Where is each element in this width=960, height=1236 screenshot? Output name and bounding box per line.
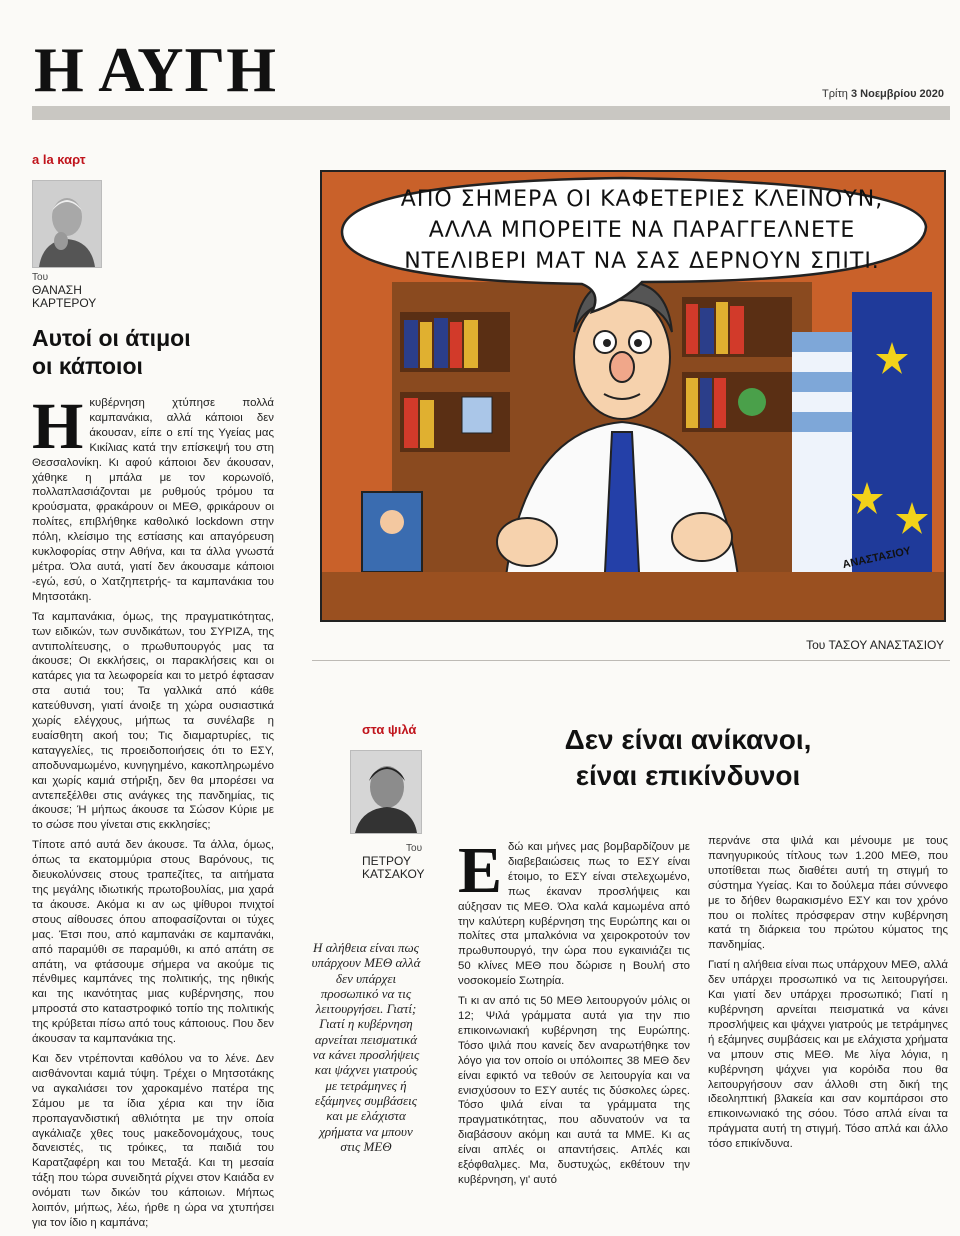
column1-paragraph-2: Τα καμπανάκια, όμως, της πραγματικότητας, των ειδικών, των συνδικάτων, του ΣΥΡΙΖΑ, της αντιπολίτευσης, ο πρωθυπουργός μας τα άκουσε; Οι εκκλήσεις, οι παρακλήσεις και οι κατάρες για τα λεωφορεία και το μετρό έφτασαν στα αυτιά του; Τα γαλλικά από κάθε κατεύθυνση, γιατί άνοιξε τη χώρα ουσιαστικά χωρίς ελέγχους, μήπως τα συνέλαβε η ευαίσθητη ακοή του; Τις διαμαρτυρίες, τις καταγγελίες, τις προειδοποιήσεις ότι το ΕΣΥ, αποδυναμωμένο, κυνηγημένο, κακοπληρωμένο και χωρίς καμιά στήριξη, δεν θα μπορέσει να αντεπεξέλθει στις ανάγκες της πανδημίας, τις άκουσε; Ή μήπως άκουσε τα Σώσον Κύριε με το σώσε που γίνεται στις εκκλησίες; — [32, 610, 274, 832]
author-photo-katsakou — [350, 750, 422, 834]
column2-body-right — [708, 834, 948, 1157]
column2-paragraph-1: δώ και μήνες μας βομβαρδίζουν με διαβεβαιώσεις πως το ΕΣΥ είναι έτοιμο, το ΕΣΥ είναι στελεχωμένο, πως έκαναν προσλήψεις και αύξησαν τις ΜΕΘ. Όλα καλά καμωμένα από την καλύτερη κυβέρνηση της Ευρώπης και οι πολίτες στα μπαλκόνια να χειροκροτούν τον πρωθυπουργό, την ώρα που εγκαινιάζει τις 50 κλίνες ΜΕΘ που δώρισε η Βουλή στο νοσοκομείο Σωτηρία. — [458, 841, 690, 988]
column1-headline-line1: Αυτοί οι άτιμοι — [32, 325, 191, 351]
column2-headline — [458, 722, 918, 794]
issue-date-value: 3 Νοεμβρίου 2020 — [850, 88, 944, 100]
issue-weekday: Τρίτη — [822, 88, 848, 100]
cartoon-credit-name: ΤΑΣΟΥ ΑΝΑΣΤΑΣΙΟΥ — [828, 638, 944, 652]
column1-headline — [32, 324, 272, 380]
column2-paragraph-2: Τι κι αν από τις 50 ΜΕΘ λειτουργούν μόλις οι 12; Ψιλά γράμματα αυτά για την πιο επικοινωνιακή κυβέρνηση της Ευρώπης. Τόσο ψιλά που κανείς δεν αναρωτήθηκε τον λόγο για τον οποίο οι υπόλοιπες 38 ΜΕΘ δεν είναι εφικτό να τεθούν σε λειτουργία και να ενισχύσουν το ΕΣΥ αυτές τις δύσκολες ώρες. Τόσο ψιλά είναι τα γράμματα της πραγματικότητας, που αδυνατούν να τα διαβάσουν ακόμη και αυτά τα ΜΜΕ. Κι ας είναι απλές οι απαντήσεις. Απλές και εξόφθαλμες. Μα, δυστυχώς, εκθέτουν την κυβέρνηση, γι' αυτό — [458, 995, 690, 1186]
column2-headline-line1: Δεν είναι ανίκανοι, — [564, 724, 812, 755]
column2-kicker: στα ψιλά — [362, 722, 417, 737]
issue-date — [822, 88, 944, 100]
column2-paragraph-4: Γιατί η αλήθεια είναι πως υπάρχουν ΜΕΘ, αλλά δεν υπάρχει προσωπικό να τις λειτουργήσει. Και γιατί δεν υπάρχει προσωπικό; Γιατί η κυβέρνηση αρνείται πεισματικά να κάνει προσλήψεις και ψάχνει γιατρούς με τετράμηνες ή εξάμηνες συμβάσεις και με ελάχιστα χρήματα να μπουν στις ΜΕΘ. Με λίγα λόγια, η κυβέρνηση ψάχνει για κορόιδα που θα λειτουργήσουν σαν άλλοθι στη δική της ιδεοληπτική βλακεία και σαν κομπάρσοι στο επικοινωνιακό της σόου. Τόσο απλά είναι τα πράγματα αυτή τη στιγμή. Τόσο απλά και άλλο τόσο επικίνδυνα. — [708, 959, 948, 1151]
author-photo-kerterou — [32, 180, 102, 268]
speech-line-3: ΝΤΕΛΙΒΕΡΙ ΜΑΤ ΝΑ ΣΑΣ ΔΕΡΝΟΥΝ ΣΠΙΤΙ. — [404, 249, 880, 274]
author-portrait-icon — [33, 181, 101, 267]
cartoonist-signature: ΑΝΑΣΤΑΣΙΟΥ — [841, 544, 913, 572]
column2-body-left — [458, 834, 690, 1193]
column2-dropcap: Ε — [458, 834, 503, 907]
column2-byline-prefix: Του — [406, 843, 423, 854]
column1-body — [32, 390, 274, 1236]
column1-headline-line2: οι κάποιοι — [32, 353, 143, 379]
speech-line-2: ΑΛΛΑ ΜΠΟΡΕΙΤΕ ΝΑ ΠΑΡΑΓΓΕΛΝΕΤΕ — [428, 218, 856, 243]
column1-paragraph-3: Τίποτε από αυτά δεν άκουσε. Τα άλλα, όμως, όπως τα εκατομμύρια στους Βαρόνους, τις διευκολύνσεις στους τραπεζίτες, τα αιτήματα της μεγάλης ιδιωτικής πρωτοβουλίας, μια χαρά τα άκουσε. Ακόμα κι αν ως ψίθυροι πνιχτοί στους αίθουσες όπου αποφασίζονται οι τύχες μας. Έτσι που, από καμπανάκι σε καμπανάκι, από παραμύθι σε παραμύθι, κι από απάτη σε απάτη, να φτάσουμε σήμερα να ακούμε τις πένθιμες καμπάνες της πολιτικής, της ηθικής και της ικανότητας μιας κυβέρνησης, που μπροστά στο καταστροφικό τοπίο της πολιτικής της κρύβεται πίσω από τους κάποιους. Που δεν άκουσαν τα καμπανάκια της. — [32, 839, 274, 1046]
column1-author-first: ΘΑΝΑΣΗ — [32, 283, 82, 297]
column2-author-first: ΠΕΤΡΟΥ — [362, 854, 411, 868]
author-portrait-icon — [351, 751, 421, 833]
masthead-rule — [32, 106, 950, 120]
column1-paragraph-1: κυβέρνηση χτύπησε πολλά καμπανάκια, αλλά κάποιοι δεν άκουσαν, είπε ο επί της Υγείας μας Κικίλιας κατά την επίσκεψή του στη Θεσσαλονίκη. Κι αφού κάποιοι δεν άκουσαν, χάθηκε η μπάλα με τον κορωνοϊό, πολλαπλασιάζονται με ρυθμούς τρόμου τα κρούσματα, φρακάρουν οι ΜΕΘ, φρικάρουν οι πολίτες, επιβλήθηκε καθολικό lockdown στην πόλη, κλείσιμο της εστίασης και απαγόρευση κυκλοφορίας στην Αθήνα, και τα άλλα γνωστά μέτρα. Όλα αυτά, γιατί δεν άκουσαμε κάποιοι -εγώ, εσύ, ο Χατζηπετρής- τα καμπανάκια του Μητσοτάκη. — [32, 397, 274, 603]
section-divider — [312, 660, 950, 661]
column1-paragraph-4: Και δεν ντρέπονται καθόλου να το λένε. Δεν αισθάνονται καμιά τύψη. Τρέχει ο Μητσοτάκης να αγκαλιάσει τον χαροκαμένο πατέρα της Σάμου με τα ίδια χέρια και την ίδια προπαγανδιστική αθλιότητα με την οποία αγκάλιαζε χθες τους μακεδονομάχους, τους δανειστές, τις τρόικες, τα παιδιά του Καρατζαφέρη και του Μεταξά. Και τη μεσαία τάξη που τώρα συνειδητά ρίχνει στον Καιάδα εν ονόματι των δικών του κάποιων. Μήπως λοιπόν, μήπως, λέω, ήρθε η ώρα να χτυπήσει για τον ίδιο η καμπάνα; — [32, 1052, 274, 1229]
column2-author-last: ΚΑΤΣΑΚΟΥ — [362, 867, 425, 881]
column1-kicker: a la καρτ — [32, 152, 86, 167]
cartoon-credit-prefix: Του — [806, 638, 826, 652]
column1-author-last: ΚΑΡΤΕΡΟΥ — [32, 296, 97, 310]
newspaper-masthead: Η ΑΥΓΗ — [34, 34, 277, 105]
speech-line-1: ΑΠΟ ΣΗΜΕΡΑ ΟΙ ΚΑΦΕΤΕΡΙΕΣ ΚΛΕΙΝΟΥΝ, — [400, 187, 884, 212]
pull-quote: Η αλήθεια είναι πως υπάρχουν ΜΕΘ αλλά δεν υπάρχει προσωπικό να τις λειτουργήσει. Γιατί; Γιατί η κυβέρνηση αρνείται πεισματικά να κάνει προσλήψεις και ψάχνει γιατρούς με τετράμηνες ή εξάμηνες συμβάσεις και με ελάχιστα χρήματα να μπουν στις ΜΕΘ — [311, 940, 421, 1154]
column2-headline-line2: είναι επικίνδυνοι — [575, 760, 801, 791]
column1-byline-prefix: Του — [32, 272, 49, 283]
cartoon-credit — [806, 638, 944, 652]
cartoon-speech-bubble — [372, 184, 912, 277]
editorial-cartoon — [320, 170, 946, 622]
column2-paragraph-3: περνάνε στα ψιλά και μένουμε με τους πανηγυρικούς τίτλους των 1.200 ΜΕΘ, που υποτίθεται πως διαθέτει αυτή τη στιγμή το σύστημα Υγείας. Και το δούλεμα πάει σύννεφο με το δήθεν θωρακισμένο ΕΣΥ και τον χρόνο που οι πολίτες πρόσφεραν στην κυβέρνηση κατά τη διάρκεια του πρώτου κύματος της πανδημίας. — [708, 835, 948, 952]
column1-dropcap: Η — [32, 390, 84, 463]
